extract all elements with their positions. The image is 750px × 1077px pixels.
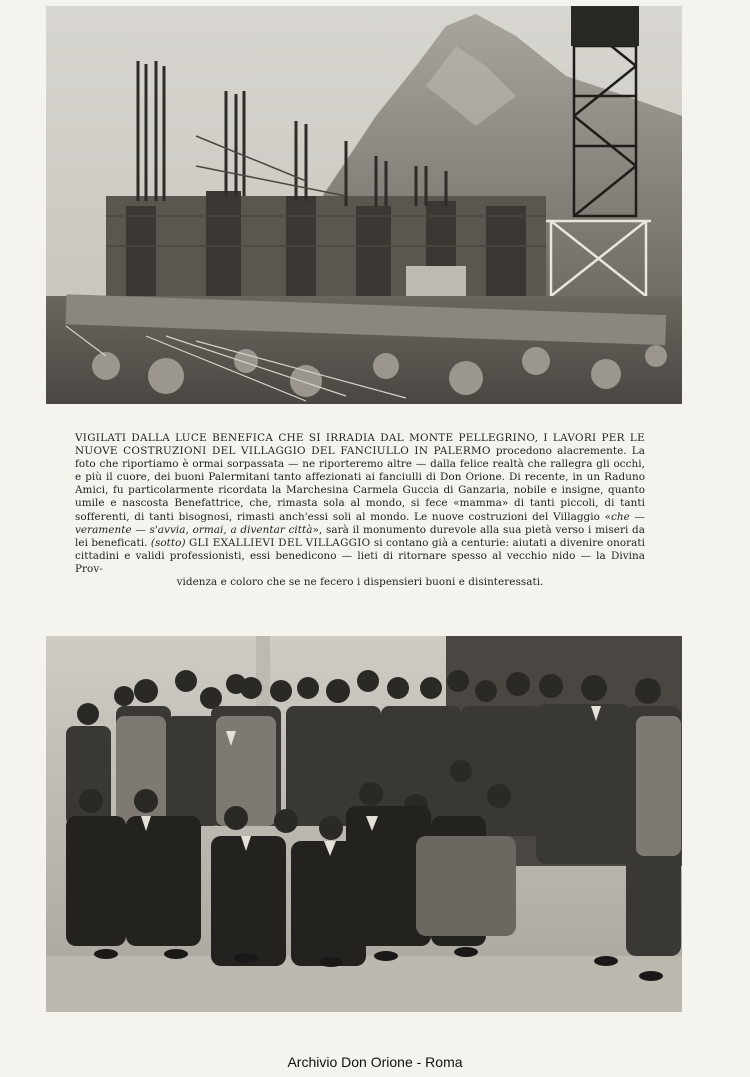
group-photo <box>46 636 682 1012</box>
caption-body: procedono alacremente. La foto che riportiamo è ormai sorpassata — ne riporteremo altre — dalla felice realtà che rallegra gli occhi, e più il cuore, dei buoni Palermitani tanto affezionati ai fanciulli di Don Orione. Di recente, in un Raduno Amici, fu particolarmente ricordata la Marchesina Carmela Guccia di Ganzaria, nobile e insigne, quanto umile e nascosta Benefattrice, che, rimasta sola al mondo, si fece «mamma» di tanti piccoli, di tanti sofferenti, di tanti bisognosi, rimasti anch'essi soli al mondo. Le nuove costruzioni del Villaggio « <box>75 445 645 523</box>
archive-footer: Archivio Don Orione - Roma <box>287 1054 463 1070</box>
caption <box>75 432 645 589</box>
caption-headline: VIGILATI DALLA LUCE BENEFICA CHE SI IRRADIA DAL MONTE PELLEGRINO, I LAVORI PER LE NUOVE COSTRUZIONI DEL VILLAGGIO DEL FANCIULLO IN PALERMO <box>75 432 645 458</box>
caption-sotto: (sotto) <box>150 536 186 549</box>
caption-last-line: videnza e coloro che se ne fecero i dispensieri buoni e disinteressati. <box>176 576 544 589</box>
construction-photo-drawing <box>46 6 682 404</box>
group-photo-drawing <box>46 636 682 1012</box>
caption-body-3: si contano già a centurie: aiutati a divenire onorati cittadini e validi professionisti, essi benedicono — lieti di ritornare spesso al vecchio nido — la Divina Prov- <box>75 536 645 575</box>
caption-body-2: », sarà il monumento durevole alla sua pietà verso i miseri da lei beneficati. <box>75 523 646 549</box>
construction-photo <box>46 6 682 404</box>
caption-subheadline: GLI EXALLIEVI DEL VILLAGGIO <box>188 536 371 549</box>
caption-quote: che — veramente — s'avvia, ormai, a diventar città <box>75 510 645 536</box>
